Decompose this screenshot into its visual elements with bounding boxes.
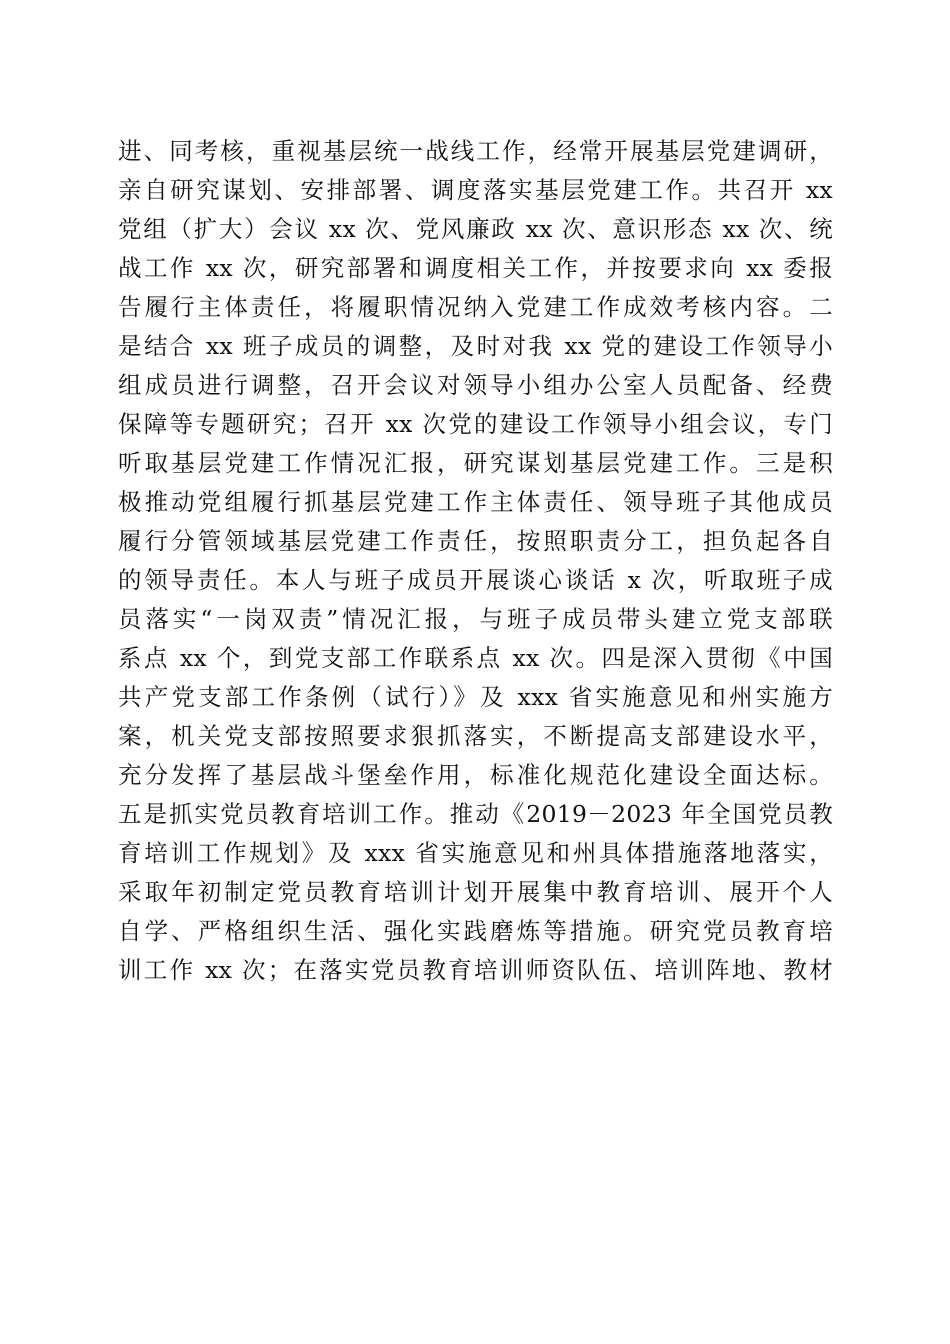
text-line: 五是抓实党员教育培训工作。推动《2019－2023 年全国党员教 — [118, 800, 833, 828]
text-line: 员落实“一岗双责”情况汇报，与班子成员带头建立党支部联 — [118, 605, 833, 633]
text-line: 党组（扩大）会议 xx 次、党风廉政 xx 次、意识形态 xx 次、统 — [118, 215, 833, 243]
text-line: 共产党支部工作条例（试行）》及 xxx 省实施意见和州实施方 — [118, 683, 833, 711]
text-line: 履行分管领域基层党建工作责任，按照职责分工，担负起各自 — [118, 527, 833, 555]
text-line: 极推动党组履行抓基层党建工作主体责任、领导班子其他成员 — [118, 488, 833, 516]
text-line: 采取年初制定党员教育培训计划开展集中教育培训、展开个人 — [118, 878, 833, 906]
text-line: 育培训工作规划》及 xxx 省实施意见和州具体措施落地落实， — [118, 839, 833, 867]
text-line: 自学、严格组织生活、强化实践磨炼等措施。研究党员教育培 — [118, 917, 833, 945]
text-line: 系点 xx 个，到党支部工作联系点 xx 次。四是深入贯彻《中国 — [118, 644, 833, 672]
text-line: 保障等专题研究；召开 xx 次党的建设工作领导小组会议，专门 — [118, 410, 833, 438]
text-line: 战工作 xx 次，研究部署和调度相关工作，并按要求向 xx 委报 — [118, 254, 833, 282]
text-line: 进、同考核，重视基层统一战线工作，经常开展基层党建调研， — [118, 137, 833, 165]
text-line: 听取基层党建工作情况汇报，研究谋划基层党建工作。三是积 — [118, 449, 833, 477]
body-paragraph — [118, 132, 833, 990]
text-line: 组成员进行调整，召开会议对领导小组办公室人员配备、经费 — [118, 371, 833, 399]
text-line: 是结合 xx 班子成员的调整，及时对我 xx 党的建设工作领导小 — [118, 332, 833, 360]
text-line: 案，机关党支部按照要求狠抓落实，不断提高支部建设水平， — [118, 722, 833, 750]
text-line: 的领导责任。本人与班子成员开展谈心谈话 x 次，听取班子成 — [118, 566, 833, 594]
text-line: 充分发挥了基层战斗堡垒作用，标准化规范化建设全面达标。 — [118, 761, 833, 789]
text-line: 训工作 xx 次；在落实党员教育培训师资队伍、培训阵地、教材 — [118, 956, 833, 984]
text-line: 亲自研究谋划、安排部署、调度落实基层党建工作。共召开 xx — [118, 176, 833, 204]
text-line: 告履行主体责任，将履职情况纳入党建工作成效考核内容。二 — [118, 293, 833, 321]
